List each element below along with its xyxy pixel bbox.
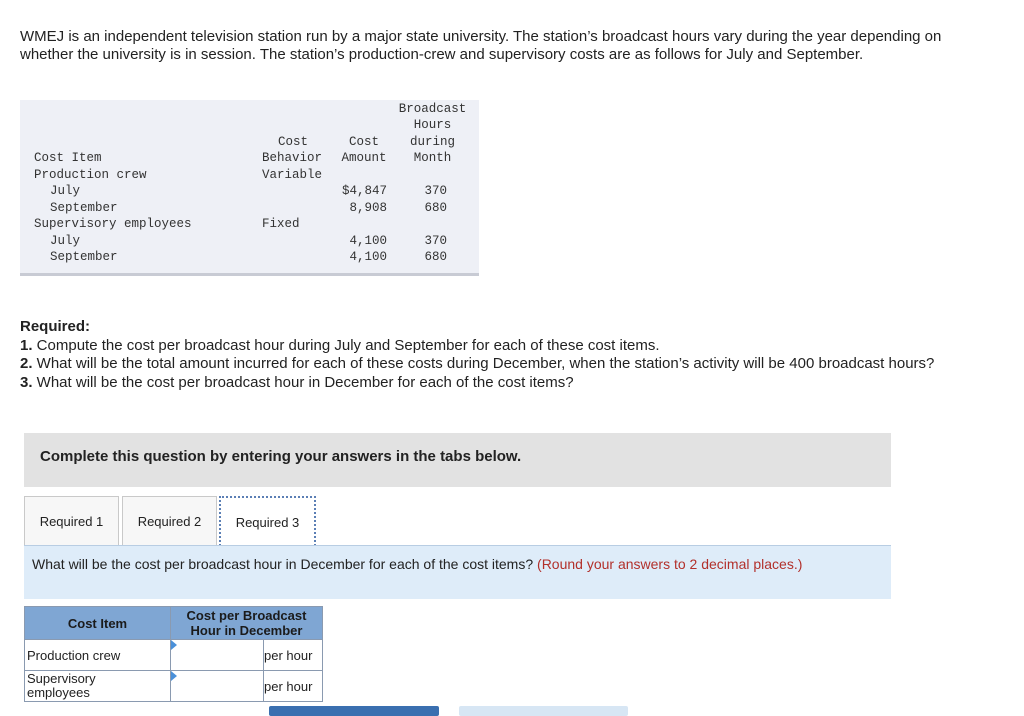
required-section xyxy=(20,318,1000,392)
required-item-2-text: What will be the total amount incurred for each of these costs during December, when the station’s activity will be 400 broadcast hours? xyxy=(32,355,935,372)
dropdown-indicator-icon xyxy=(171,671,177,681)
header-cost-per-hour xyxy=(171,607,323,640)
answer-table xyxy=(24,606,323,702)
prev-button[interactable] xyxy=(269,706,439,716)
header-hours-line2: Hours xyxy=(413,118,452,132)
required-item-1 xyxy=(20,337,1000,356)
supervisory-september-amount: 4,100 xyxy=(349,250,387,264)
cost-data-table xyxy=(20,100,479,276)
header-amount-line2: Amount xyxy=(341,151,387,165)
row-label-supervisory-employees xyxy=(25,671,171,702)
required-item-3-text: What will be the cost per broadcast hour in December for each of the cost items? xyxy=(32,373,574,391)
supervisory-input-cell xyxy=(171,671,264,702)
required-item-2 xyxy=(20,355,1000,374)
supervisory-september-hours: 680 xyxy=(424,250,447,264)
row-production-crew: Production crew xyxy=(34,168,147,182)
production-crew-unit: per hour xyxy=(264,640,323,671)
row-supervisory-employees: Supervisory employees xyxy=(34,217,192,231)
production-september-hours: 680 xyxy=(424,201,447,215)
supervisory-behavior: Fixed xyxy=(262,217,300,231)
production-crew-cost-input[interactable] xyxy=(171,641,263,669)
header-hours-line3: during xyxy=(409,135,455,149)
table-row xyxy=(25,640,323,671)
question-panel xyxy=(24,545,891,599)
header-cost-item: Cost Item xyxy=(25,607,171,640)
production-september-amount: 8,908 xyxy=(349,201,387,215)
answer-table-header xyxy=(25,607,323,640)
required-item-3 xyxy=(20,374,1000,393)
tab-required-3[interactable]: Required 3 xyxy=(219,496,316,546)
supervisory-unit: per hour xyxy=(264,671,323,702)
instruction-banner-text: Complete this question by entering your answers in the tabs below. xyxy=(40,448,522,465)
row-production-july: July xyxy=(50,184,81,198)
production-crew-input-cell xyxy=(171,640,264,671)
header-behavior-line1: Cost xyxy=(277,135,308,149)
row-supervisory-september: September xyxy=(50,250,118,264)
row-production-september: September xyxy=(50,201,118,215)
header-hours-line1: Broadcast xyxy=(398,102,467,116)
required-item-2-number: 2. xyxy=(20,355,33,372)
required-item-1-number: 1. xyxy=(20,336,33,354)
dropdown-indicator-icon xyxy=(171,640,177,650)
rounding-hint: (Round your answers to 2 decimal places.) xyxy=(537,556,803,572)
row-label-supervisory-line1: Supervisory xyxy=(27,671,96,686)
production-july-amount: $4,847 xyxy=(341,184,387,198)
header-behavior-line2: Behavior xyxy=(261,151,322,165)
header-cost-per-hour-line1: Cost per Broadcast xyxy=(186,608,307,623)
header-hours-line4: Month xyxy=(413,151,452,165)
header-cost-per-hour-line2: Hour in December xyxy=(190,623,303,638)
production-july-hours: 370 xyxy=(424,184,447,198)
supervisory-july-hours: 370 xyxy=(424,234,447,248)
header-cost-item: Cost Item xyxy=(34,151,102,165)
question-text: What will be the cost per broadcast hour in December for each of the cost items? xyxy=(32,556,538,572)
production-behavior: Variable xyxy=(262,168,323,182)
required-item-3-number: 3. xyxy=(20,373,33,391)
row-supervisory-july: July xyxy=(50,234,81,248)
row-label-production-crew: Production crew xyxy=(25,640,171,671)
supervisory-july-amount: 4,100 xyxy=(349,234,387,248)
tab-required-2[interactable]: Required 2 xyxy=(122,496,217,546)
required-heading: Required: xyxy=(20,318,91,335)
next-button[interactable] xyxy=(459,706,628,716)
supervisory-cost-input[interactable] xyxy=(171,672,263,700)
required-item-1-text: Compute the cost per broadcast hour during July and September for each of these cost items. xyxy=(32,336,660,354)
problem-intro: WMEJ is an independent television station run by a major state university. The station’s broadcast hours vary during the year depending on whether the university is in session. The station’s production-crew and supervisory costs are as follows for July and September. xyxy=(20,28,942,63)
instruction-banner xyxy=(24,433,891,487)
row-label-supervisory-line2: employees xyxy=(27,685,90,700)
header-amount-line1: Cost xyxy=(348,135,379,149)
tab-required-1[interactable]: Required 1 xyxy=(24,496,119,546)
table-row xyxy=(25,671,323,702)
